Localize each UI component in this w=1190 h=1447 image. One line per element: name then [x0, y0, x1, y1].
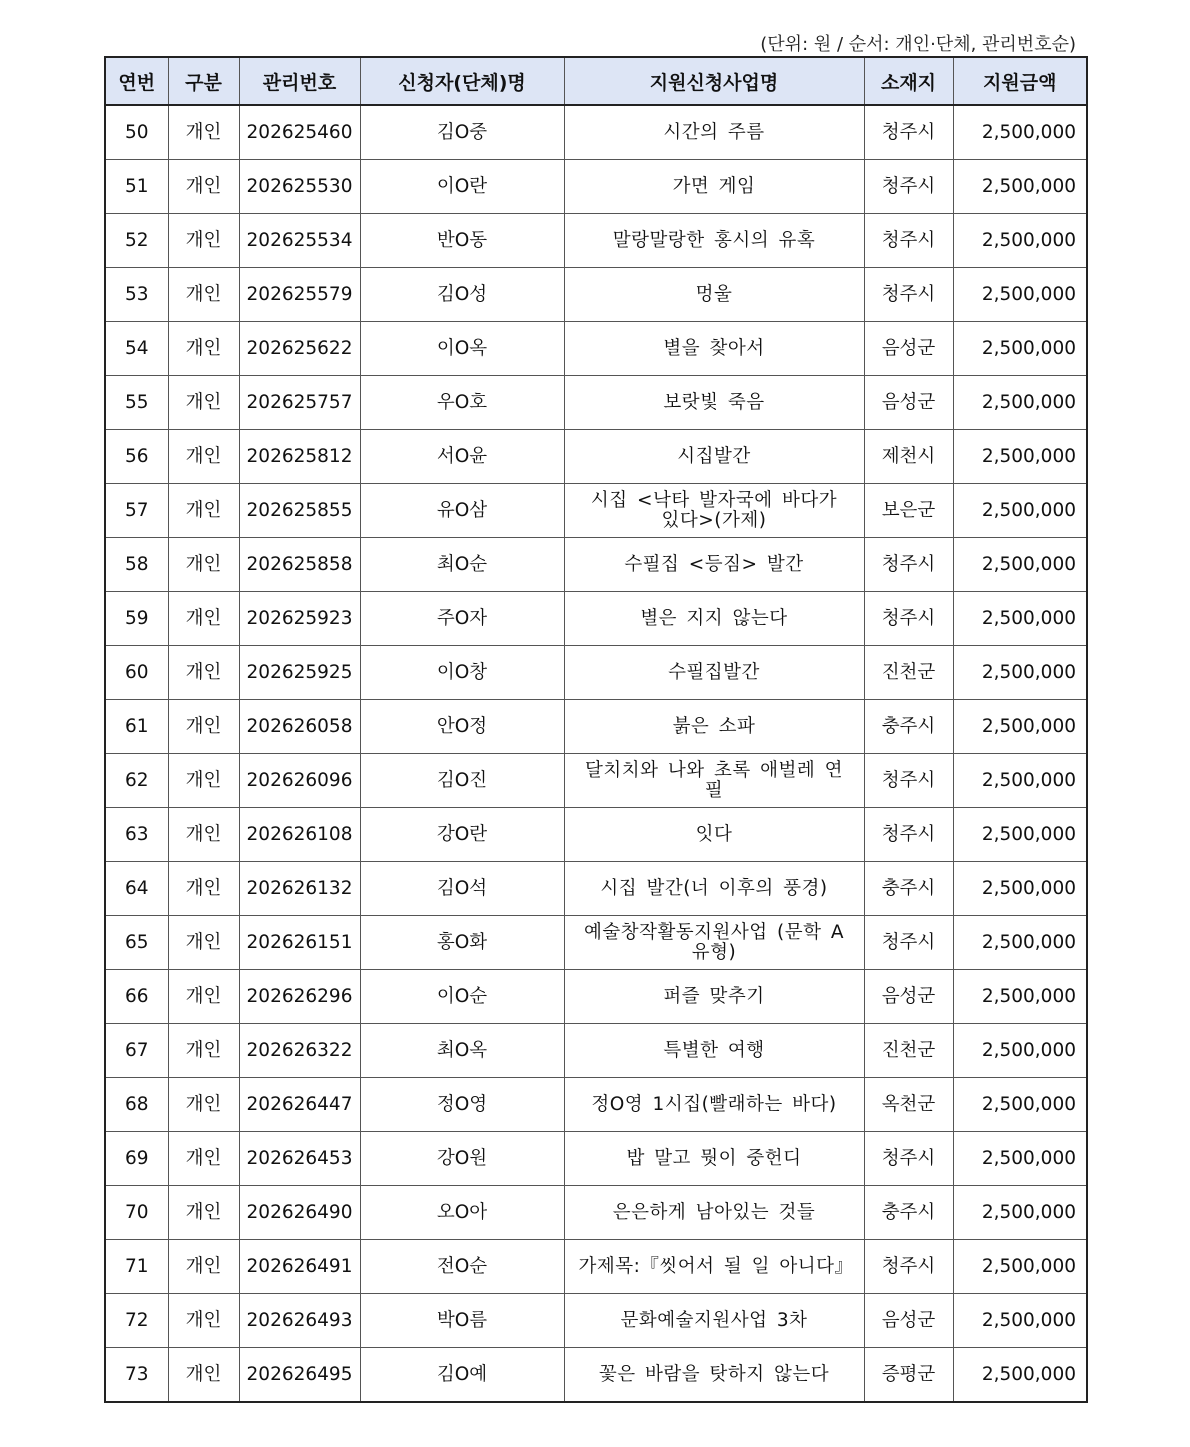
- cell-location: 청주시: [864, 105, 953, 160]
- cell-amount: 2,500,000: [953, 376, 1087, 430]
- cell-mgmt-no: 202626491: [239, 1240, 360, 1294]
- cell-no: 52: [105, 214, 168, 268]
- cell-no: 64: [105, 862, 168, 916]
- cell-mgmt-no: 202625534: [239, 214, 360, 268]
- cell-project: 예술창작활동지원사업 (문학 A유형): [564, 916, 864, 970]
- cell-type: 개인: [168, 808, 239, 862]
- cell-no: 73: [105, 1348, 168, 1403]
- cell-type: 개인: [168, 160, 239, 214]
- table-row: [105, 970, 1087, 1024]
- cell-applicant: 이O옥: [360, 322, 564, 376]
- cell-mgmt-no: 202625579: [239, 268, 360, 322]
- cell-type: 개인: [168, 430, 239, 484]
- cell-location: 충주시: [864, 1186, 953, 1240]
- cell-type: 개인: [168, 646, 239, 700]
- cell-applicant: 최O옥: [360, 1024, 564, 1078]
- cell-type: 개인: [168, 1078, 239, 1132]
- cell-type: 개인: [168, 1348, 239, 1403]
- table-row: [105, 484, 1087, 538]
- cell-amount: 2,500,000: [953, 105, 1087, 160]
- table-row: [105, 1240, 1087, 1294]
- table-row: [105, 538, 1087, 592]
- cell-no: 71: [105, 1240, 168, 1294]
- cell-project: 말랑말랑한 홍시의 유혹: [564, 214, 864, 268]
- table-row: [105, 862, 1087, 916]
- cell-project: 붉은 소파: [564, 700, 864, 754]
- cell-no: 51: [105, 160, 168, 214]
- cell-type: 개인: [168, 538, 239, 592]
- cell-location: 옥천군: [864, 1078, 953, 1132]
- table-row: [105, 754, 1087, 808]
- cell-applicant: 주O자: [360, 592, 564, 646]
- cell-mgmt-no: 202626447: [239, 1078, 360, 1132]
- cell-project: 꽃은 바람을 탓하지 않는다: [564, 1348, 864, 1403]
- cell-location: 음성군: [864, 970, 953, 1024]
- cell-applicant: 김O성: [360, 268, 564, 322]
- cell-project: 은은하게 남아있는 것들: [564, 1186, 864, 1240]
- cell-type: 개인: [168, 1024, 239, 1078]
- cell-project: 별은 지지 않는다: [564, 592, 864, 646]
- cell-location: 청주시: [864, 268, 953, 322]
- table-row: [105, 214, 1087, 268]
- cell-applicant: 박O름: [360, 1294, 564, 1348]
- cell-location: 청주시: [864, 592, 953, 646]
- cell-mgmt-no: 202626132: [239, 862, 360, 916]
- cell-type: 개인: [168, 754, 239, 808]
- cell-applicant: 김O예: [360, 1348, 564, 1403]
- table-row: [105, 646, 1087, 700]
- cell-amount: 2,500,000: [953, 430, 1087, 484]
- cell-applicant: 김O진: [360, 754, 564, 808]
- cell-mgmt-no: 202625923: [239, 592, 360, 646]
- cell-applicant: 이O란: [360, 160, 564, 214]
- cell-no: 58: [105, 538, 168, 592]
- header-project: 지원신청사업명: [564, 57, 864, 105]
- cell-location: 보은군: [864, 484, 953, 538]
- table-row: [105, 592, 1087, 646]
- cell-mgmt-no: 202625925: [239, 646, 360, 700]
- cell-mgmt-no: 202626495: [239, 1348, 360, 1403]
- table-row: [105, 376, 1087, 430]
- header-applicant: 신청자(단체)명: [360, 57, 564, 105]
- cell-mgmt-no: 202626096: [239, 754, 360, 808]
- table-row: [105, 105, 1087, 160]
- cell-no: 68: [105, 1078, 168, 1132]
- cell-amount: 2,500,000: [953, 700, 1087, 754]
- cell-applicant: 홍O화: [360, 916, 564, 970]
- cell-amount: 2,500,000: [953, 1294, 1087, 1348]
- cell-location: 청주시: [864, 214, 953, 268]
- cell-applicant: 김O중: [360, 105, 564, 160]
- cell-mgmt-no: 202626296: [239, 970, 360, 1024]
- cell-mgmt-no: 202625757: [239, 376, 360, 430]
- table-row: [105, 1078, 1087, 1132]
- cell-no: 65: [105, 916, 168, 970]
- cell-project: 문화예술지원사업 3차: [564, 1294, 864, 1348]
- cell-no: 53: [105, 268, 168, 322]
- cell-amount: 2,500,000: [953, 592, 1087, 646]
- cell-no: 70: [105, 1186, 168, 1240]
- cell-no: 59: [105, 592, 168, 646]
- cell-location: 청주시: [864, 1132, 953, 1186]
- cell-mgmt-no: 202625460: [239, 105, 360, 160]
- cell-no: 69: [105, 1132, 168, 1186]
- cell-amount: 2,500,000: [953, 970, 1087, 1024]
- cell-no: 57: [105, 484, 168, 538]
- cell-location: 청주시: [864, 808, 953, 862]
- cell-amount: 2,500,000: [953, 214, 1087, 268]
- cell-mgmt-no: 202625530: [239, 160, 360, 214]
- cell-type: 개인: [168, 1132, 239, 1186]
- table-row: [105, 268, 1087, 322]
- cell-location: 청주시: [864, 538, 953, 592]
- header-location: 소재지: [864, 57, 953, 105]
- cell-applicant: 반O동: [360, 214, 564, 268]
- cell-project: 특별한 여행: [564, 1024, 864, 1078]
- cell-location: 진천군: [864, 1024, 953, 1078]
- table-row: [105, 1294, 1087, 1348]
- cell-project: 시간의 주름: [564, 105, 864, 160]
- table-row: [105, 1024, 1087, 1078]
- cell-project: 정O영 1시집(빨래하는 바다): [564, 1078, 864, 1132]
- cell-no: 66: [105, 970, 168, 1024]
- cell-applicant: 유O삼: [360, 484, 564, 538]
- support-list-table: [104, 56, 1088, 1403]
- cell-mgmt-no: 202626493: [239, 1294, 360, 1348]
- cell-project: 수필집발간: [564, 646, 864, 700]
- cell-type: 개인: [168, 1186, 239, 1240]
- cell-no: 50: [105, 105, 168, 160]
- cell-project: 밥 말고 뭣이 중헌디: [564, 1132, 864, 1186]
- cell-applicant: 서O윤: [360, 430, 564, 484]
- cell-type: 개인: [168, 322, 239, 376]
- header-amount: 지원금액: [953, 57, 1087, 105]
- table-row: [105, 808, 1087, 862]
- header-no: 연번: [105, 57, 168, 105]
- cell-mgmt-no: 202625858: [239, 538, 360, 592]
- cell-type: 개인: [168, 970, 239, 1024]
- cell-amount: 2,500,000: [953, 268, 1087, 322]
- table-row: [105, 916, 1087, 970]
- header-mgmt-no: 관리번호: [239, 57, 360, 105]
- cell-location: 진천군: [864, 646, 953, 700]
- cell-amount: 2,500,000: [953, 538, 1087, 592]
- cell-project: 퍼즐 맞추기: [564, 970, 864, 1024]
- cell-type: 개인: [168, 484, 239, 538]
- cell-amount: 2,500,000: [953, 160, 1087, 214]
- cell-no: 56: [105, 430, 168, 484]
- cell-applicant: 오O아: [360, 1186, 564, 1240]
- cell-amount: 2,500,000: [953, 1348, 1087, 1403]
- cell-project: 달치치와 나와 초록 애벌레 연필: [564, 754, 864, 808]
- cell-applicant: 김O석: [360, 862, 564, 916]
- cell-mgmt-no: 202626453: [239, 1132, 360, 1186]
- cell-type: 개인: [168, 1240, 239, 1294]
- cell-location: 증평군: [864, 1348, 953, 1403]
- table-row: [105, 700, 1087, 754]
- cell-project: 멍울: [564, 268, 864, 322]
- cell-amount: 2,500,000: [953, 1186, 1087, 1240]
- cell-mgmt-no: 202625622: [239, 322, 360, 376]
- cell-location: 음성군: [864, 376, 953, 430]
- cell-location: 청주시: [864, 754, 953, 808]
- cell-no: 67: [105, 1024, 168, 1078]
- cell-applicant: 이O창: [360, 646, 564, 700]
- cell-location: 충주시: [864, 700, 953, 754]
- cell-type: 개인: [168, 376, 239, 430]
- cell-type: 개인: [168, 916, 239, 970]
- cell-applicant: 최O순: [360, 538, 564, 592]
- cell-type: 개인: [168, 105, 239, 160]
- cell-project: 시집 <낙타 발자국에 바다가 있다>(가제): [564, 484, 864, 538]
- cell-amount: 2,500,000: [953, 322, 1087, 376]
- cell-mgmt-no: 202626108: [239, 808, 360, 862]
- cell-no: 72: [105, 1294, 168, 1348]
- table-row: [105, 160, 1087, 214]
- cell-location: 제천시: [864, 430, 953, 484]
- cell-applicant: 이O순: [360, 970, 564, 1024]
- cell-amount: 2,500,000: [953, 1078, 1087, 1132]
- cell-mgmt-no: 202626322: [239, 1024, 360, 1078]
- cell-project: 보랏빛 죽음: [564, 376, 864, 430]
- cell-amount: 2,500,000: [953, 754, 1087, 808]
- cell-applicant: 강O란: [360, 808, 564, 862]
- cell-amount: 2,500,000: [953, 808, 1087, 862]
- table-row: [105, 1186, 1087, 1240]
- cell-no: 63: [105, 808, 168, 862]
- table-row: [105, 1132, 1087, 1186]
- header-row: [105, 57, 1087, 105]
- cell-no: 61: [105, 700, 168, 754]
- cell-project: 잇다: [564, 808, 864, 862]
- cell-mgmt-no: 202626151: [239, 916, 360, 970]
- cell-location: 청주시: [864, 1240, 953, 1294]
- cell-mgmt-no: 202625812: [239, 430, 360, 484]
- cell-location: 청주시: [864, 160, 953, 214]
- cell-project: 별을 찾아서: [564, 322, 864, 376]
- cell-location: 청주시: [864, 916, 953, 970]
- cell-location: 충주시: [864, 862, 953, 916]
- cell-applicant: 강O원: [360, 1132, 564, 1186]
- cell-no: 60: [105, 646, 168, 700]
- cell-no: 55: [105, 376, 168, 430]
- cell-project: 수필집 <등짐> 발간: [564, 538, 864, 592]
- cell-applicant: 정O영: [360, 1078, 564, 1132]
- cell-no: 62: [105, 754, 168, 808]
- cell-mgmt-no: 202626058: [239, 700, 360, 754]
- table-body: [105, 105, 1087, 1402]
- cell-mgmt-no: 202625855: [239, 484, 360, 538]
- table-row: [105, 322, 1087, 376]
- cell-project: 가제목:『씻어서 될 일 아니다』: [564, 1240, 864, 1294]
- table-row: [105, 430, 1087, 484]
- table-row: [105, 1348, 1087, 1403]
- cell-amount: 2,500,000: [953, 1024, 1087, 1078]
- cell-amount: 2,500,000: [953, 1240, 1087, 1294]
- cell-type: 개인: [168, 700, 239, 754]
- cell-amount: 2,500,000: [953, 916, 1087, 970]
- cell-location: 음성군: [864, 1294, 953, 1348]
- table-header: [105, 57, 1087, 105]
- cell-applicant: 전O순: [360, 1240, 564, 1294]
- cell-project: 시집 발간(너 이후의 풍경): [564, 862, 864, 916]
- cell-type: 개인: [168, 214, 239, 268]
- cell-type: 개인: [168, 268, 239, 322]
- cell-project: 시집발간: [564, 430, 864, 484]
- cell-applicant: 우O호: [360, 376, 564, 430]
- cell-amount: 2,500,000: [953, 862, 1087, 916]
- cell-location: 음성군: [864, 322, 953, 376]
- cell-mgmt-no: 202626490: [239, 1186, 360, 1240]
- cell-amount: 2,500,000: [953, 646, 1087, 700]
- cell-amount: 2,500,000: [953, 1132, 1087, 1186]
- unit-note: (단위: 원 / 순서: 개인·단체, 관리번호순): [760, 34, 1076, 55]
- header-type: 구분: [168, 57, 239, 105]
- cell-type: 개인: [168, 592, 239, 646]
- cell-amount: 2,500,000: [953, 484, 1087, 538]
- cell-type: 개인: [168, 862, 239, 916]
- cell-type: 개인: [168, 1294, 239, 1348]
- cell-applicant: 안O정: [360, 700, 564, 754]
- cell-no: 54: [105, 322, 168, 376]
- cell-project: 가면 게임: [564, 160, 864, 214]
